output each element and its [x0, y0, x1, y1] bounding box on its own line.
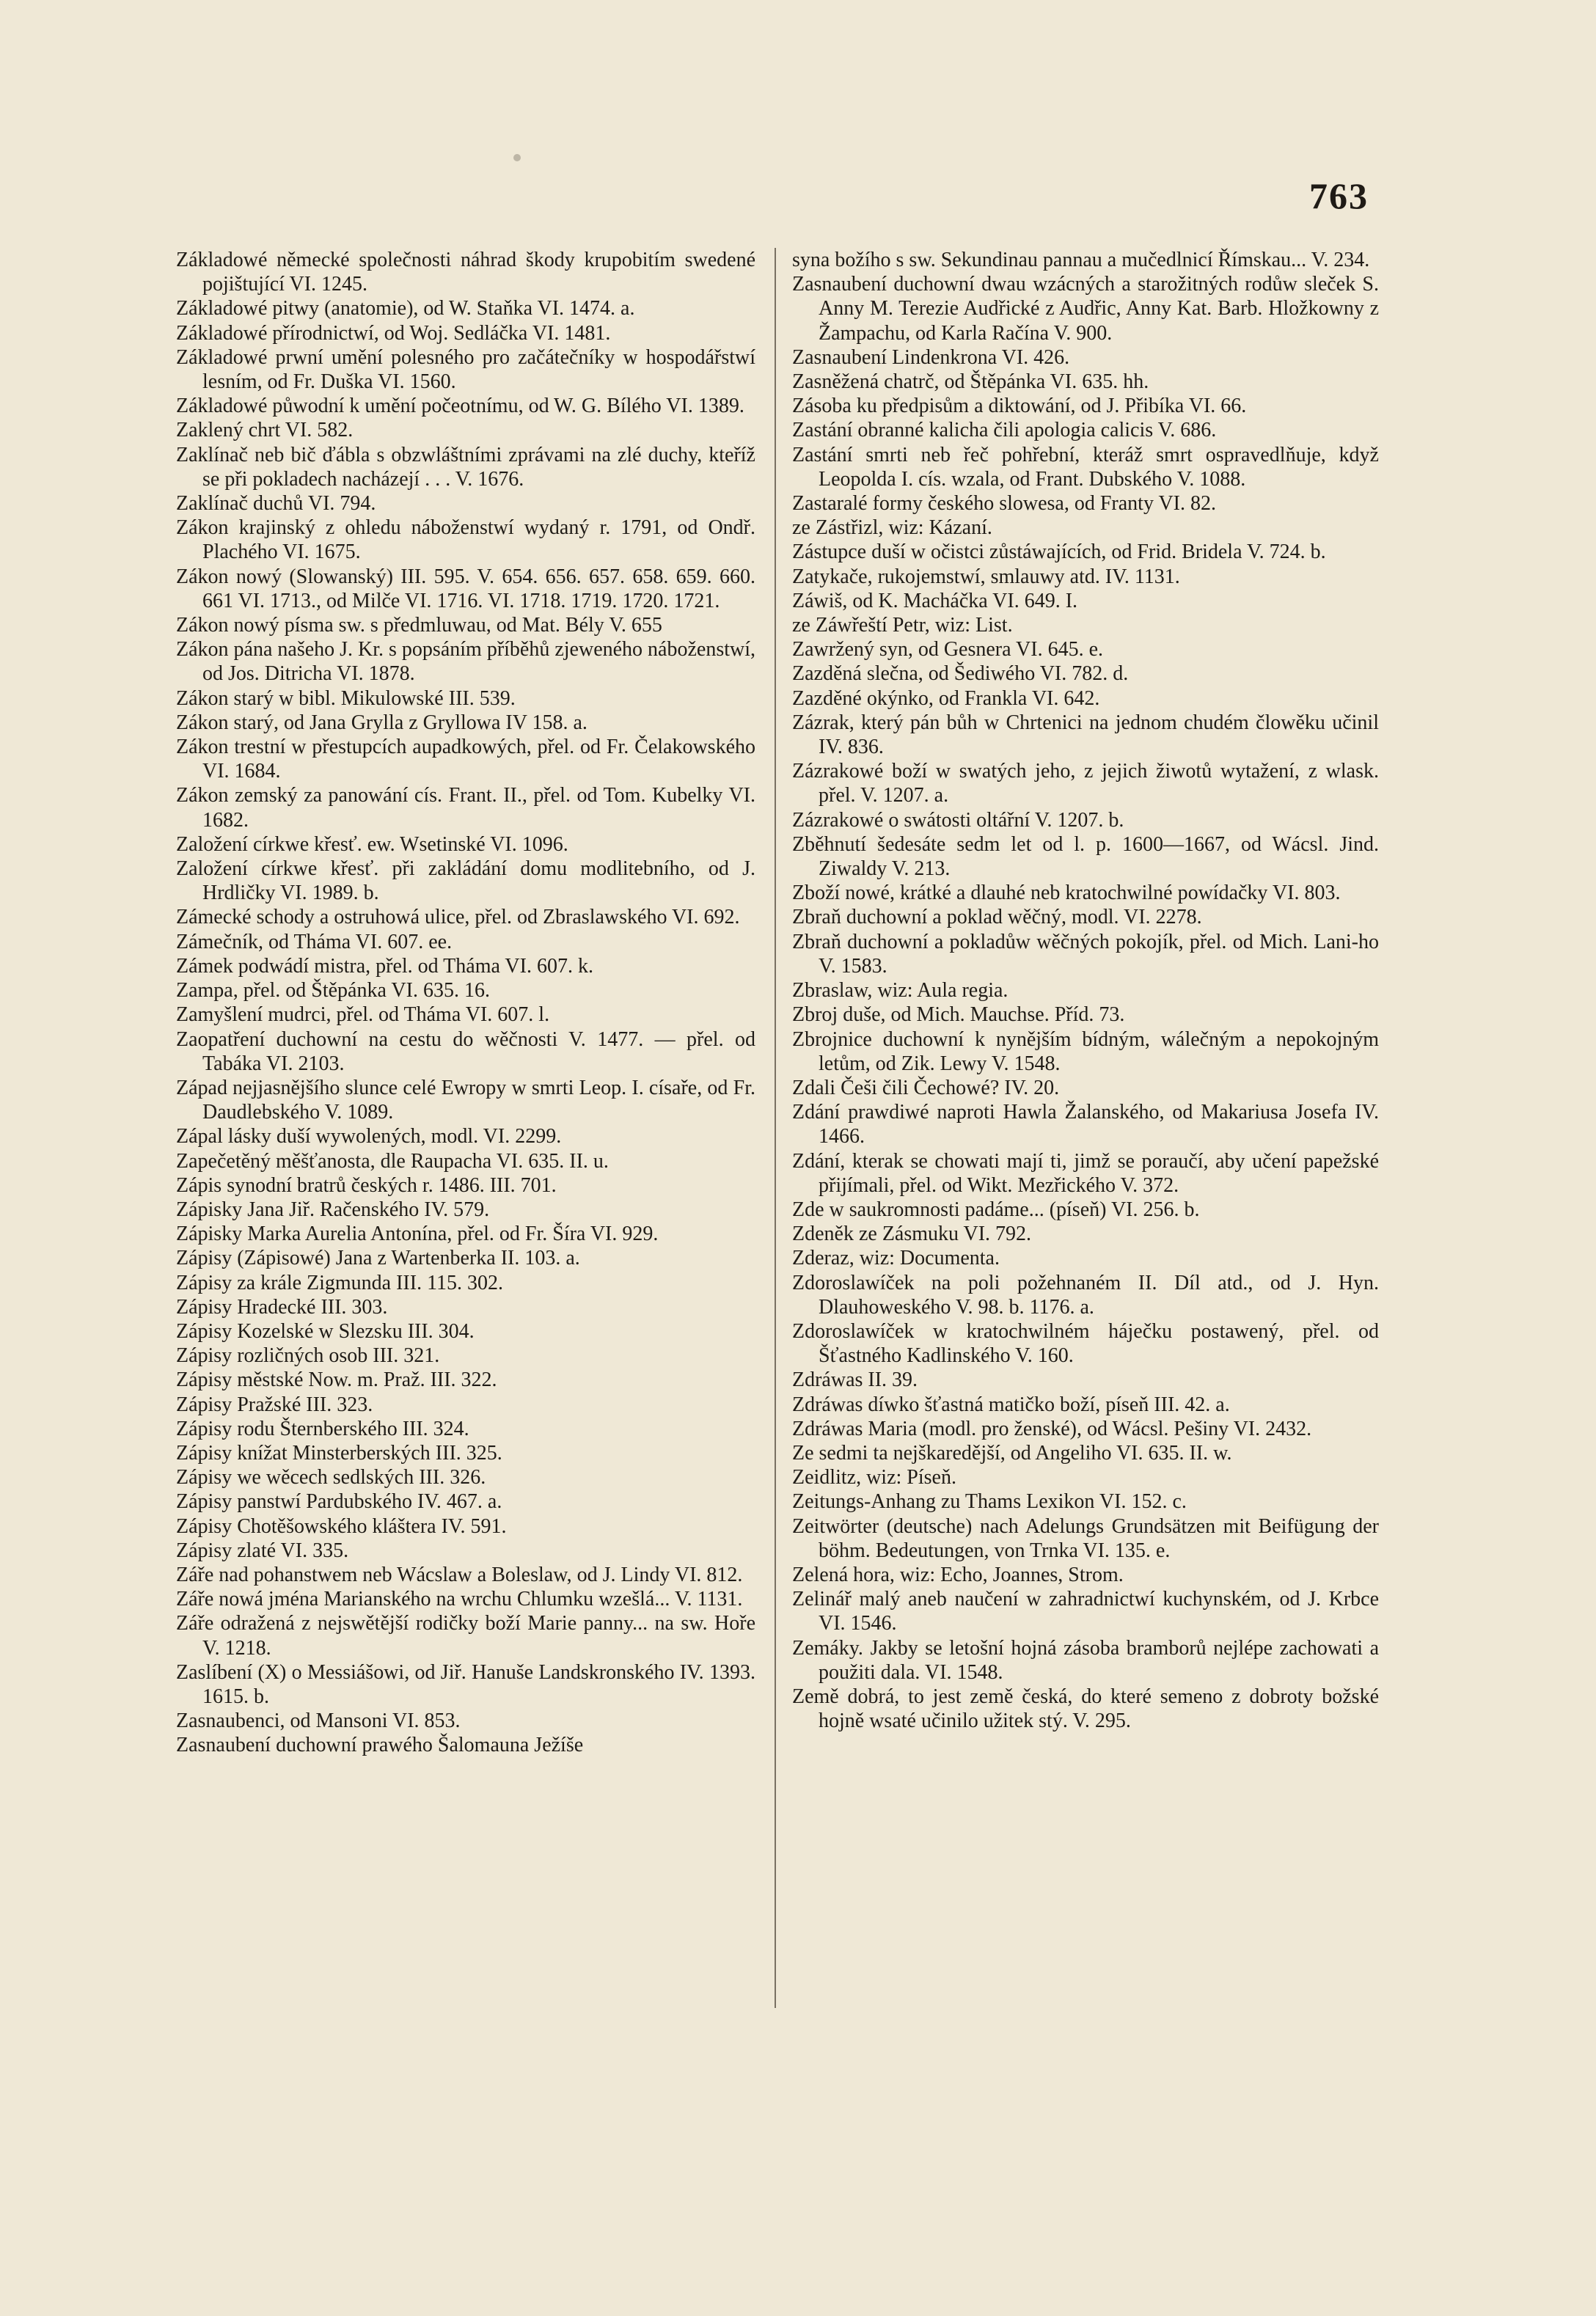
index-entry: Zásoba ku předpisům a diktowání, od J. Přibíka VI. 66. [792, 395, 1247, 418]
index-entry: Zazděná slečna, od Šediwého VI. 782. d. [792, 662, 1129, 686]
index-entry: Zápisy zlaté VI. 335. [176, 1539, 349, 1562]
index-entry: Zaklínač duchů VI. 794. [176, 492, 376, 516]
index-entry: Zápisy (Zápisowé) Jana z Wartenberka II. 103. a. [176, 1247, 580, 1270]
index-entry: Zázrakowé boží w swatých jeho, z jejich žiwotů wytažení, z wlask. přel. V. 1207. a. [792, 760, 1379, 807]
index-entry: Zápisy rozličných osob III. 321. [176, 1344, 440, 1368]
page-stain [513, 154, 521, 161]
index-entry: Zawržený syn, od Gesnera VI. 645. e. [792, 638, 1104, 662]
index-entry: Zdráwas II. 39. [792, 1368, 918, 1392]
index-entry: Zboží nowé, krátké a dlauhé neb kratochwilné powídačky VI. 803. [792, 882, 1341, 905]
index-entry: Zeitwörter (deutsche) nach Adelungs Grundsätzen mit Beifügung der böhm. Bedeutungen, von Trnka VI. 135. e. [792, 1514, 1379, 1562]
index-entry: Zampa, přel. od Štěpánka VI. 635. 16. [176, 979, 490, 1003]
index-entry: Záře nowá jména Marianského na wrchu Chlumku wzešlá... V. 1131. [176, 1588, 743, 1611]
index-entry: syna božího s sw. Sekundinau pannau a mučedlnicí Římskau... V. 234. [792, 249, 1370, 271]
index-entry: Zápisky Marka Aurelia Antonína, přel. od Fr. Šíra VI. 929. [176, 1223, 659, 1246]
index-entry: Zápisy Hradecké III. 303. [176, 1295, 388, 1319]
index-entry: Zde w saukromnosti padáme... (píseň) VI. 256. b. [792, 1198, 1200, 1221]
index-entry: Zákon krajinský z ohledu náboženstwí wydaný r. 1791, od Ondř. Plachého VI. 1675. [176, 516, 755, 564]
index-entry: Zaopatření duchowní na cestu do wěčnosti V. 1477. — přel. od Tabáka VI. 2103. [176, 1027, 755, 1075]
index-entry: Země dobrá, to jest země česká, do které semeno z dobroty božské hojně wsaté učinilo užitek stý. V. 295. [792, 1685, 1379, 1733]
index-entry: Zápisy Kozelské w Slezsku III. 304. [176, 1319, 475, 1343]
index-entry: Základowé prwní umění polesného pro začátečníky w hospodářstwí lesním, od Fr. Duška VI. 1560. [176, 345, 755, 394]
index-entry: Zákon nowý písma sw. s předmluwau, od Mat. Bély V. 655 [176, 614, 662, 637]
index-entry: Zasnaubenci, od Mansoni VI. 853. [176, 1709, 461, 1733]
index-entry: ze Záwřeští Petr, wiz: List. [792, 614, 1013, 637]
index-entry: Zastání smrti neb řeč pohřební, kteráž smrt ospravedlňuje, když Leopolda I. cís. wzala, od Frant. Dubského V. 1088. [792, 443, 1379, 491]
index-entry: Zeitungs-Anhang zu Thams Lexikon VI. 152. c. [792, 1490, 1187, 1514]
index-entry: Zaklínač neb bič ďábla s obzwláštními zprávami na zlé duchy, kteříž se při pokladech nacházejí . . . V. 1676. [176, 443, 755, 491]
index-entry: Zápis synodní bratrů českých r. 1486. III. 701. [176, 1173, 557, 1197]
right-column [792, 248, 1379, 1733]
left-column [176, 248, 755, 1758]
index-entry: Zákon pána našeho J. Kr. s popsáním příběhů zjeweného náboženstwí, od Jos. Ditricha VI. 1878. [176, 638, 756, 686]
index-entry: Zaklený chrt VI. 582. [176, 419, 354, 442]
index-entry: Zdráwas díwko šťastná matičko boží, píseň III. 42. a. [792, 1393, 1230, 1416]
index-entry: Zákon starý, od Jana Grylla z Gryllowa IV 158. a. [176, 711, 587, 734]
index-entry: Zástupce duší w očistci zůstáwajících, od Frid. Bridela V. 724. b. [792, 540, 1326, 564]
index-entry: Založení církwe křesť. ew. Wsetinské VI. 1096. [176, 832, 568, 856]
index-entry: Zápisy Chotěšowského kláštera IV. 591. [176, 1514, 507, 1538]
index-entry: Zelená hora, wiz: Echo, Joannes, Strom. [792, 1563, 1124, 1586]
index-entry: Zdání, kterak se chowati mají ti, jimž se poraučí, aby učení papežské přijímali, přel. od Wikt. Mezřického V. 372. [792, 1149, 1379, 1197]
index-entry: Zámecké schody a ostruhowá ulice, přel. od Zbraslawského VI. 692. [176, 906, 740, 929]
index-entry: Zemáky. Jakby se letošní hojná zásoba bramborů nejlépe zachowati a použiti dala. VI. 1548. [792, 1636, 1379, 1684]
index-entry: Zdeněk ze Zásmuku VI. 792. [792, 1223, 1032, 1246]
index-entry: Zazděné okýnko, od Frankla VI. 642. [792, 686, 1100, 710]
index-entry: Zatykače, rukojemstwí, smlauwy atd. IV. 1131. [792, 565, 1180, 588]
index-entry: Zákon zemský za panowání cís. Frant. II., přel. od Tom. Kubelky VI. 1682. [176, 784, 755, 832]
index-entry: Zdráwas Maria (modl. pro ženské), od Wácsl. Pešiny VI. 2432. [792, 1417, 1312, 1440]
index-entry: Zasnaubení duchowní dwau wzácných a starožitných rodůw sleček S. Anny M. Terezie Audřické z Audřic, Anny Kat. Barb. Hložkowny z Žampachu, od Karla Račína V. 900. [792, 273, 1379, 345]
index-entry: Základowé pitwy (anatomie), od W. Staňka VI. 1474. a. [176, 297, 635, 320]
index-entry: Zápisy panstwí Pardubského IV. 467. a. [176, 1490, 502, 1514]
column-divider [775, 248, 776, 2008]
index-entry: Zasnaubení duchowní prawého Šalomauna Ježíše [176, 1734, 584, 1757]
index-entry: Ze sedmi ta nejškaredější, od Angeliho VI. 635. II. w. [792, 1441, 1232, 1465]
index-entry: Zápisy we wěcech sedlských III. 326. [176, 1466, 486, 1489]
index-entry: Zelinář malý aneb naučení w zahradnictwí kuchynském, od J. Krbce VI. 1546. [792, 1588, 1379, 1635]
index-entry: Zázrak, který pán bůh w Chrtenici na jednom chudém člowěku učinil IV. 836. [792, 711, 1379, 759]
index-entry: Zeidlitz, wiz: Píseň. [792, 1466, 956, 1489]
index-entry: Zasnaubení Lindenkrona VI. 426. [792, 345, 1070, 369]
index-entry: Zápal lásky duší wywolených, modl. VI. 2299. [176, 1125, 562, 1148]
index-entry: ze Zástřizl, wiz: Kázaní. [792, 516, 992, 540]
index-entry: Zasněžená chatrč, od Štěpánka VI. 635. hh. [792, 370, 1149, 394]
index-entry: Zamyšlení mudrci, přel. od Tháma VI. 607. l. [176, 1003, 550, 1027]
index-entry: Zapečetěný měšťanosta, dle Raupacha VI. 635. II. u. [176, 1149, 609, 1173]
index-entry: Zákon starý w bibl. Mikulowské III. 539. [176, 686, 516, 710]
index-entry: Záře nad pohanstwem neb Wácslaw a Boleslaw, od J. Lindy VI. 812. [176, 1563, 743, 1586]
index-entry: Zápisy městské Now. m. Praž. III. 322. [176, 1368, 497, 1392]
index-entry: Zápisy rodu Šternberského III. 324. [176, 1417, 469, 1440]
index-entry: Zákon nowý (Slowanský) III. 595. V. 654. 656. 657. 658. 659. 660. 661 VI. 1713., od Milče VI. 1716. VI. 1718. 1719. 1720. 1721. [176, 565, 755, 612]
index-entry: Záwiš, od K. Macháčka VI. 649. I. [792, 589, 1078, 612]
index-entry: Zdali Češi čili Čechowé? IV. 20. [792, 1076, 1060, 1099]
page-number: 763 [1309, 175, 1369, 216]
index-entry: Zbraslaw, wiz: Aula regia. [792, 979, 1009, 1003]
index-entry: Základowé půwodní k umění počeotnímu, od W. G. Bílého VI. 1389. [176, 395, 744, 418]
index-entry: Západ nejjasnějšího slunce celé Ewropy w smrti Leop. I. císaře, od Fr. Daudlebského V. 1089. [176, 1076, 755, 1124]
index-entry: Základowé německé společnosti náhrad škody krupobitím swedené pojištující VI. 1245. [176, 249, 755, 296]
index-entry: Zbroj duše, od Mich. Mauchse. Příd. 73. [792, 1003, 1125, 1027]
index-entry: Zázrakowé o swátosti oltářní V. 1207. b. [792, 808, 1124, 832]
index-entry: Zápisy Pražské III. 323. [176, 1393, 373, 1416]
index-entry: Zderaz, wiz: Documenta. [792, 1247, 1000, 1270]
index-entry: Zápisy knížat Minsterberských III. 325. [176, 1441, 502, 1465]
index-entry: Zápisy za krále Zigmunda III. 115. 302. [176, 1271, 504, 1294]
index-entry: Založení církwe křesť. při zakládání domu modlitebního, od J. Hrdličky VI. 1989. b. [176, 857, 755, 905]
index-entry: Zápisky Jana Jiř. Račenského IV. 579. [176, 1198, 490, 1221]
index-entry: Zdoroslawíček w kratochwilném háječku postawený, přel. od Šťastného Kadlinského V. 160. [792, 1319, 1379, 1368]
index-entry: Zbraň duchowní a pokladůw wěčných pokojík, přel. od Mich. Lani-ho V. 1583. [792, 930, 1379, 978]
index-entry: Zastání obranné kalicha čili apologia calicis V. 686. [792, 419, 1217, 442]
index-entry: Zámečník, od Tháma VI. 607. ee. [176, 930, 453, 953]
index-entry: Zběhnutí šedesáte sedm let od l. p. 1600—1667, od Wácsl. Jind. Ziwaldy V. 213. [792, 832, 1379, 881]
index-entry: Zákon trestní w přestupcích aupadkowých, přel. od Fr. Čelakowského VI. 1684. [176, 736, 755, 783]
index-entry: Zaslíbení (X) o Messiášowi, od Jiř. Hanuše Landskronského IV. 1393. 1615. b. [176, 1660, 755, 1708]
index-entry: Zámek podwádí mistra, přel. od Tháma VI. 607. k. [176, 954, 593, 978]
index-entry: Zdání prawdiwé naproti Hawla Žalanského, od Makariusa Josefa IV. 1466. [792, 1101, 1379, 1148]
index-entry: Zbraň duchowní a poklad wěčný, modl. VI. 2278. [792, 906, 1202, 929]
index-entry: Zdoroslawíček na poli požehnaném II. Díl atd., od J. Hyn. Dlauhowеského V. 98. b. 1176. a. [792, 1271, 1379, 1319]
index-entry: Základowé přírodnictwí, od Woj. Sedláčka VI. 1481. [176, 321, 611, 345]
index-entry: Zastaralé formy českého slowesa, od Franty VI. 82. [792, 492, 1216, 516]
index-entry: Zbrojnice duchowní k nynějším bídným, wálečným a nepokojným letům, od Zik. Lewy V. 1548. [792, 1027, 1379, 1075]
index-entry: Záře odražená z nejswětější rodičky boží Marie panny... na sw. Hoře V. 1218. [176, 1612, 755, 1660]
